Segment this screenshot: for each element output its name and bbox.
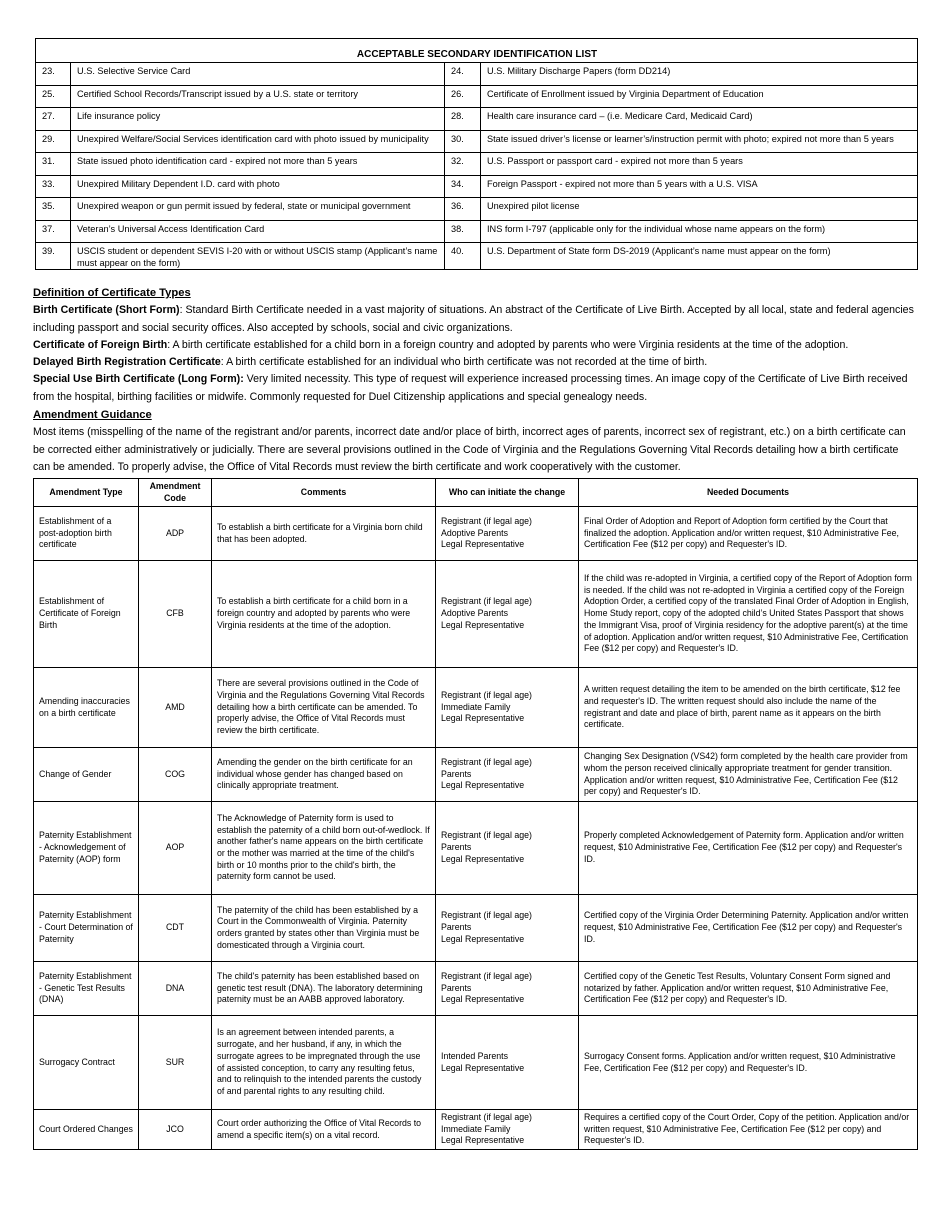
amendment-documents: Requires a certified copy of the Court Order, Copy of the petition. Application and/or written request, $10 Administrative Fee, Certification Fee ($12 per copy) and Requester's ID. — [579, 1110, 918, 1150]
amendment-who — [436, 962, 579, 1016]
id-number: 28. — [445, 108, 481, 131]
amendment-type: Paternity Establishment - Acknowledgement of Paternity (AOP) form — [34, 802, 139, 895]
header-who-can-initiate: Who can initiate the change — [436, 479, 579, 507]
amendment-type: Establishment of Certificate of Foreign Birth — [34, 561, 139, 668]
amendment-code: COG — [139, 748, 212, 802]
amendment-code: CFB — [139, 561, 212, 668]
id-item: Certificate of Enrollment issued by Virginia Department of Education — [481, 85, 918, 108]
id-item: Unexpired weapon or gun permit issued by federal, state or municipal government — [71, 198, 445, 221]
definition-item — [33, 371, 917, 406]
definition-text: : Standard Birth Certificate needed in a vast majority of situations. An abstract of the Certificate of Live Birth. Accepted by all local, state and federal agencies including passport and social security offices. Also accepted by schools, social and civic organizations. — [33, 304, 914, 334]
id-item: Unexpired pilot license — [481, 198, 918, 221]
who-entry: Legal Representative — [441, 1135, 525, 1146]
who-entry: Legal Representative — [441, 1062, 525, 1073]
id-item: Unexpired Military Dependent I.D. card with photo — [71, 175, 445, 198]
amendment-documents: Final Order of Adoption and Report of Adoption form certified by the Court that finalized the adoption. Application and/or written request, $10 Administrative Fee, Certification Fee ($12 per copy) and Requester's ID. — [579, 507, 918, 561]
who-entry: Registrant (if legal age) — [441, 830, 532, 841]
amendment-who — [436, 1110, 579, 1150]
id-row — [36, 153, 918, 176]
id-number: 34. — [445, 175, 481, 198]
amendment-type: Surrogacy Contract — [34, 1016, 139, 1110]
definition-text: : A birth certificate established for an individual who birth certificate was not recorded at the time of birth. — [220, 356, 708, 369]
amendment-table — [33, 478, 918, 1150]
amendment-row — [34, 1110, 918, 1150]
who-entry: Adoptive Parents — [441, 608, 508, 619]
who-entry: Legal Representative — [441, 539, 525, 550]
amendment-who — [436, 561, 579, 668]
definitions-heading: Definition of Certificate Types — [33, 287, 191, 299]
who-entry: Registrant (if legal age) — [441, 970, 532, 981]
amendment-code: JCO — [139, 1110, 212, 1150]
amendment-type: Establishment of a post-adoption birth certificate — [34, 507, 139, 561]
amendment-documents: Changing Sex Designation (VS42) form completed by the health care provider from whom the person received clinically appropriate treatment for gender transition. Application and/or written request, $10 Administrative Fee, Certification Fee ($12 per copy) and Requester's ID. — [579, 748, 918, 802]
id-number: 39. — [36, 243, 71, 270]
id-item: INS form I-797 (applicable only for the individual whose name appears on the form) — [481, 220, 918, 243]
id-number: 25. — [36, 85, 71, 108]
header-amendment-code: Amendment Code — [139, 479, 212, 507]
definitions-section — [33, 285, 917, 406]
amendment-documents: Certified copy of the Genetic Test Results, Voluntary Consent Form signed and notarized by father. Application and/or written request, $10 Administrative Fee, Certification Fee ($12 per copy) and Requester's ID. — [579, 962, 918, 1016]
id-number: 31. — [36, 153, 71, 176]
id-row — [36, 175, 918, 198]
id-row — [36, 243, 918, 270]
id-row — [36, 108, 918, 131]
who-entry: Registrant (if legal age) — [441, 910, 532, 921]
amendment-type: Paternity Establishment - Genetic Test Results (DNA) — [34, 962, 139, 1016]
id-number: 40. — [445, 243, 481, 270]
who-entry: Legal Representative — [441, 853, 525, 864]
id-item: U.S. Passport or passport card - expired not more than 5 years — [481, 153, 918, 176]
amendment-row — [34, 962, 918, 1016]
amendment-documents: Certified copy of the Virginia Order Determining Paternity. Application and/or written request, $10 Administrative Fee, Certification Fee ($12 per copy) and Requester's ID. — [579, 895, 918, 962]
id-number: 27. — [36, 108, 71, 131]
amendment-documents: Properly completed Acknowledgement of Paternity form. Application and/or written request, $10 Administrative Fee, Certification Fee ($12 per copy) and Requester's ID. — [579, 802, 918, 895]
amendment-documents: If the child was re-adopted in Virginia, a certified copy of the Report of Adoption form is needed. If the child was not re-adopted in Virginia a certified copy of the Foreign Adoption Order, a certified copy of the translated Final Order of Adoption in English, Home Study report, copy of the adopted child’s United States Passport that shows the Immigrant Visa, proof of Virginia residency for the adoptive parent(s) at the time of adoption. Application and/or written request, $10 Administrative Fee, Certification Fee ($12 per copy) and Requester's ID. — [579, 561, 918, 668]
id-row — [36, 130, 918, 153]
amendment-code: SUR — [139, 1016, 212, 1110]
id-number: 32. — [445, 153, 481, 176]
who-entry: Legal Representative — [441, 713, 525, 724]
id-number: 33. — [36, 175, 71, 198]
amendment-type: Court Ordered Changes — [34, 1110, 139, 1150]
id-item: Unexpired Welfare/Social Services identification card with photo issued by municipality — [71, 130, 445, 153]
amendment-comments: There are several provisions outlined in the Code of Virginia and the Regulations Governing Vital Records detailing how a birth certificate can be amended. To properly advise, the Office of Vital Records must review the birth certificate. — [212, 668, 436, 748]
header-amendment-type: Amendment Type — [34, 479, 139, 507]
secondary-id-table — [35, 38, 918, 270]
id-row — [36, 198, 918, 221]
definition-item — [33, 302, 917, 337]
definition-item — [33, 337, 917, 354]
who-entry: Legal Representative — [441, 619, 525, 630]
amendment-guidance-heading: Amendment Guidance — [33, 409, 152, 421]
who-entry: Parents — [441, 842, 472, 853]
amendment-comments: Court order authorizing the Office of Vital Records to amend a specific item(s) on a vital record. — [212, 1110, 436, 1150]
amendment-row — [34, 1016, 918, 1110]
header-needed-documents: Needed Documents — [579, 479, 918, 507]
amendment-row — [34, 561, 918, 668]
who-entry: Registrant (if legal age) — [441, 756, 532, 767]
amendment-comments: Is an agreement between intended parents, a surrogate, and her husband, if any, in which the surrogate agrees to be impregnated through the use of assisted conception, to carry any resulting fetus, and to relinquish to the intended parents the custody of and parental rights to any resulting child. — [212, 1016, 436, 1110]
id-number: 38. — [445, 220, 481, 243]
amendment-code: AOP — [139, 802, 212, 895]
id-item: Certified School Records/Transcript issued by a U.S. state or territory — [71, 85, 445, 108]
id-item: Veteran’s Universal Access Identification Card — [71, 220, 445, 243]
amendment-who — [436, 748, 579, 802]
id-item: U.S. Military Discharge Papers (form DD214) — [481, 63, 918, 86]
id-row — [36, 220, 918, 243]
definition-term: Special Use Birth Certificate (Long Form): — [33, 373, 244, 386]
who-entry: Parents — [441, 982, 472, 993]
id-item: Health care insurance card – (i.e. Medicare Card, Medicaid Card) — [481, 108, 918, 131]
who-entry: Parents — [441, 922, 472, 933]
amendment-who — [436, 1016, 579, 1110]
who-entry: Registrant (if legal age) — [441, 596, 532, 607]
amendment-code: CDT — [139, 895, 212, 962]
who-entry: Registrant (if legal age) — [441, 515, 532, 526]
definition-term: Birth Certificate (Short Form) — [33, 304, 180, 317]
id-number: 30. — [445, 130, 481, 153]
id-number: 26. — [445, 85, 481, 108]
amendment-documents: Surrogacy Consent forms. Application and/or written request, $10 Administrative Fee, Certification Fee ($12 per copy) and Requester's ID. — [579, 1016, 918, 1110]
id-item: State issued driver’s license or learner’s/instruction permit with photo; expired not more than 5 years — [481, 130, 918, 153]
amendment-row — [34, 507, 918, 561]
amendment-code: DNA — [139, 962, 212, 1016]
header-comments: Comments — [212, 479, 436, 507]
amendment-comments: The child's paternity has been established based on genetic test result (DNA). The laboratory determining paternity must be an AABB approved laboratory. — [212, 962, 436, 1016]
amendment-comments: To establish a birth certificate for a child born in a foreign country and adopted by parents who were Virginia residents at the time of the adoption. — [212, 561, 436, 668]
who-entry: Legal Representative — [441, 780, 525, 791]
amendment-comments: The paternity of the child has been established by a Court in the Commonwealth of Virginia. Paternity orders granted by states other than Virginia must be domesticated through a Virginia court. — [212, 895, 436, 962]
id-row — [36, 85, 918, 108]
amendment-guidance-section — [33, 407, 917, 476]
amendment-comments: To establish a birth certificate for a Virginia born child that has been adopted. — [212, 507, 436, 561]
id-number: 29. — [36, 130, 71, 153]
who-entry: Legal Representative — [441, 994, 525, 1005]
definition-text: Very limited necessity. This type of request will experience increased processing times. An image copy of the Certificate of Live Birth received from the hospital, birthing facilities or midwife. Commonly requested for Duel Citizenship applications and special genealogy needs. — [33, 373, 908, 403]
amendment-who — [436, 507, 579, 561]
amendment-code: ADP — [139, 507, 212, 561]
amendment-who — [436, 668, 579, 748]
amendment-code: AMD — [139, 668, 212, 748]
definition-term: Delayed Birth Registration Certificate — [33, 356, 221, 369]
id-item: Foreign Passport - expired not more than 5 years with a U.S. VISA — [481, 175, 918, 198]
who-entry: Parents — [441, 768, 472, 779]
who-entry: Registrant (if legal age) — [441, 689, 532, 700]
id-number: 24. — [445, 63, 481, 86]
who-entry: Intended Parents — [441, 1050, 509, 1061]
definition-text: : A birth certificate established for a child born in a foreign country and adopted by parents who were Virginia residents at the time of the adoption. — [167, 338, 849, 351]
who-entry: Adoptive Parents — [441, 527, 508, 538]
id-item: U.S. Selective Service Card — [71, 63, 445, 86]
id-number: 36. — [445, 198, 481, 221]
amendment-type: Change of Gender — [34, 748, 139, 802]
amendment-type: Paternity Establishment - Court Determination of Paternity — [34, 895, 139, 962]
definition-term: Certificate of Foreign Birth — [33, 338, 168, 351]
id-row — [36, 63, 918, 86]
who-entry: Legal Representative — [441, 933, 525, 944]
secondary-id-title: ACCEPTABLE SECONDARY IDENTIFICATION LIST — [36, 39, 918, 63]
amendment-who — [436, 895, 579, 962]
amendment-who — [436, 802, 579, 895]
amendment-comments: The Acknowledge of Paternity form is used to establish the paternity of a child born out-of-wedlock. If another father's name appears on the birth certificate or the mother was married at the time of the child's birth or 10 months prior to the child's birth, the paternity form cannot be used. — [212, 802, 436, 895]
amendment-comments: Amending the gender on the birth certificate for an individual whose gender has changed based on clinically appropriate treatment. — [212, 748, 436, 802]
id-item: State issued photo identification card - expired not more than 5 years — [71, 153, 445, 176]
id-item: Life insurance policy — [71, 108, 445, 131]
id-number: 35. — [36, 198, 71, 221]
amendment-row — [34, 895, 918, 962]
id-item: USCIS student or dependent SEVIS I-20 with or without USCIS stamp (Applicant’s name must appear on the form) — [71, 243, 445, 270]
amendment-row — [34, 748, 918, 802]
id-number: 23. — [36, 63, 71, 86]
amendment-guidance-text: Most items (misspelling of the name of the registrant and/or parents, incorrect date and/or place of birth, incorrect ages of parents, incorrect sex of registrant, etc.) on a birth certificate can be corrected either administratively or judicially. There are several provisions outlined in the Code of Virginia and the Regulations Governing Vital Records detailing how a birth certificate can be amended. To properly advise, the Office of Vital Records must review the birth certificate and work cooperatively with the customer. — [33, 426, 906, 473]
id-item: U.S. Department of State form DS-2019 (Applicant’s name must appear on the form) — [481, 243, 918, 270]
amendment-type: Amending inaccuracies on a birth certificate — [34, 668, 139, 748]
amendment-row — [34, 668, 918, 748]
id-number: 37. — [36, 220, 71, 243]
amendment-documents: A written request detailing the item to be amended on the birth certificate, $12 fee and requester's ID. The written request should also include the name of the registrant and date and place of birth, parent name as it appears on the birth certificate. — [579, 668, 918, 748]
who-entry: Registrant (if legal age) — [441, 1111, 532, 1122]
who-entry: Immediate Family — [441, 1123, 511, 1134]
who-entry: Immediate Family — [441, 701, 511, 712]
amendment-row — [34, 802, 918, 895]
definition-item — [33, 354, 917, 371]
